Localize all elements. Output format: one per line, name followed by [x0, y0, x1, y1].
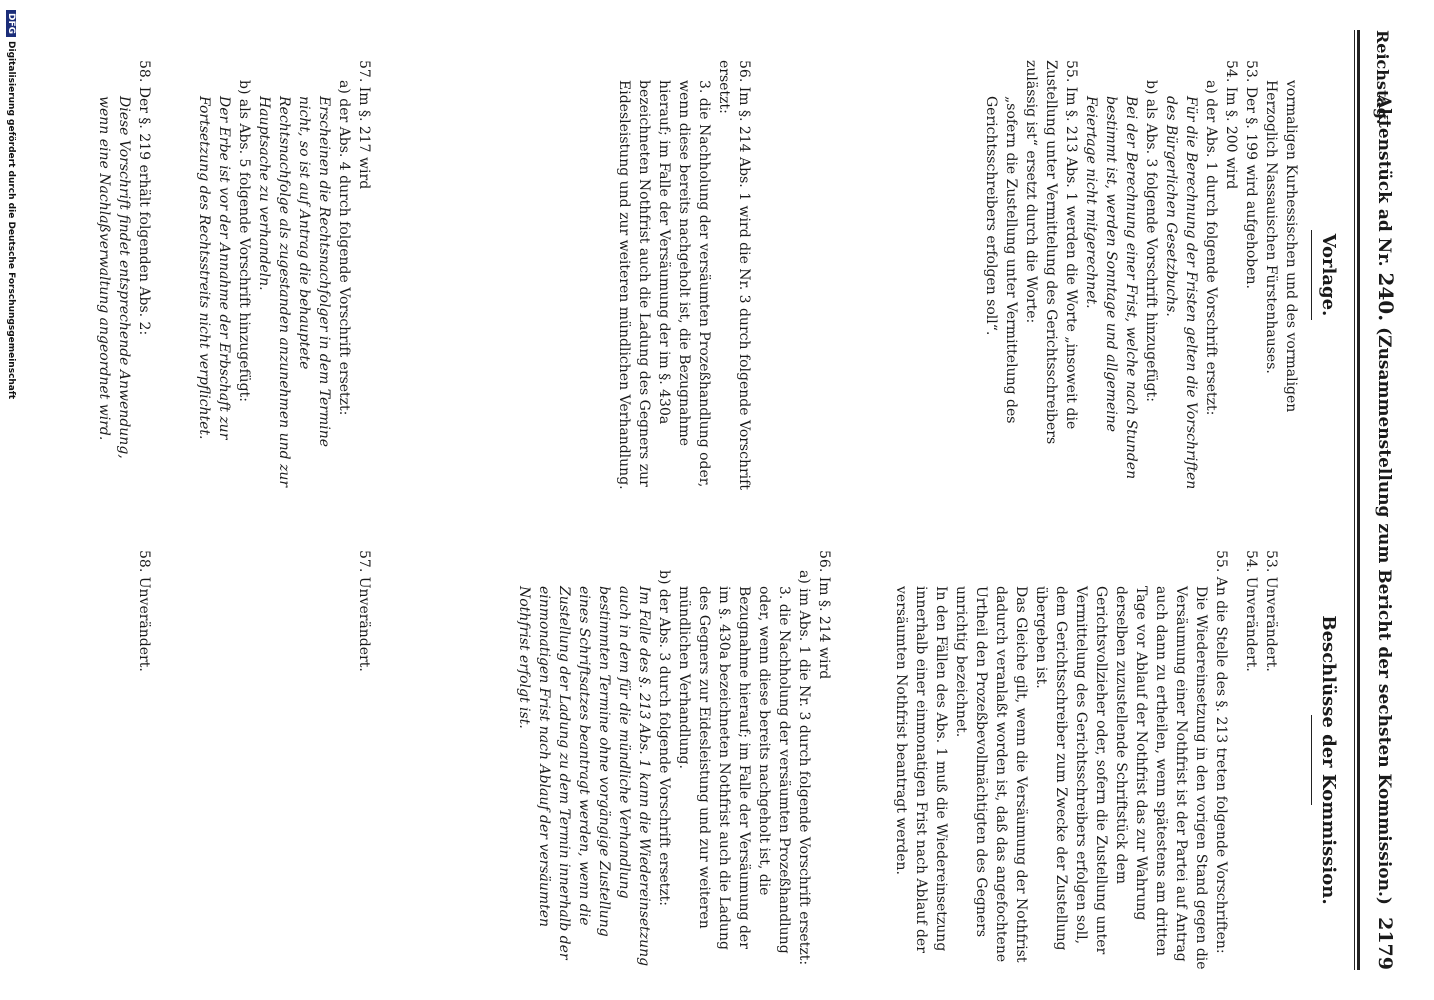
item-54a: a) der Abs. 1 durch folgende Vorschrift ersetzt:	[1203, 80, 1219, 416]
item-53: 53. Der §. 199 wird aufgehoben.	[1243, 60, 1259, 289]
header-rule-thin	[1354, 30, 1355, 970]
page-number: 2179	[1374, 917, 1396, 970]
item-57a: a) der Abs. 4 durch folgende Vorschrift ersetzt:	[336, 80, 352, 416]
item-54b: b) als Abs. 3 folgende Vorschrift hinzugefügt:	[1143, 80, 1159, 402]
header-title-post: (Zusammenstellung zum Bericht der sechsten Kommission.)	[1374, 327, 1394, 905]
item-57a-quote: Erscheinen die Rechtsnachfolger in dem Termine nicht, so ist auf Antrag die behauptete Rechtsnachfolge als zugestanden anzunehmen und zur Hauptsache zu verhandeln.	[256, 96, 332, 488]
header-title	[1374, 30, 1398, 970]
r-item-56b: b) der Abs. 3 durch folgende Vorschrift ersetzt:	[656, 570, 672, 907]
digitization-note	[6, 10, 16, 1000]
header-left: Reichstag.	[1373, 30, 1392, 125]
column-beschluesse	[891, 550, 1338, 970]
dfg-logo: DFG	[6, 10, 16, 37]
item-56-3: 3. die Nachholung der versäumten Prozeßhandlung oder, wenn diese bereits nachgeholt ist, die Bezugnahme hierauf; im Falle der Versäumung der im §. 430a bezeichneten Nothfrist auch die Ladung des Gegners zur Eidesleistung und zur weiteren mündlichen Verhandlung.	[616, 80, 712, 490]
heading-beschluesse-text: Beschlüsse der Kommission.	[1318, 615, 1339, 905]
column-vorlage-56	[614, 60, 754, 490]
heading-vorlage	[1311, 60, 1338, 490]
item-58-quote: Diese Vorschrift findet entsprechende Anwendung, wenn eine Nachlaßverwaltung angeordnet wird.	[96, 96, 132, 459]
r-item-56b-quote: Im Falle des §. 213 Abs. 1 kann die Wiedereinsetzung auch in dem für die mündliche Verhandlung bestimmten Termine ohne vorgängige Zustellung eines Schriftsatzes beantragt werden, wenn die Zustellung der Ladung zu dem Termin innerhalb der einmonatigen Frist nach Ablauf der versäumten Nothfrist erfolgt ist.	[516, 586, 652, 967]
column-beschluesse-57	[354, 550, 374, 970]
r-item-53: 53. Unverändert.	[1263, 550, 1279, 672]
r-item-55-p2: Das Gleiche gilt, wenn die Versäumung der Nothfrist dadurch veranlaßt worden ist, daß das angefochtene Urtheil den Prozeßbevollmächtigten des Gegners unrichtig bezeichnet.	[953, 586, 1029, 963]
header-title-number: 240.	[1374, 272, 1398, 322]
column-beschluesse-56	[514, 550, 834, 970]
item-57: 57. Im §. 217 wird	[356, 60, 372, 190]
heading-vorlage-text: Vorlage.	[1318, 233, 1339, 317]
r-item-54: 54. Unverändert.	[1243, 550, 1259, 672]
page-header	[1368, 30, 1398, 970]
item-54a-quote: Für die Berechnung der Fristen gelten die Vorschriften des Bürgerlichen Gesetzbuchs.	[1163, 96, 1199, 490]
item-57b: b) als Abs. 5 folgende Vorschrift hinzugefügt:	[236, 80, 252, 402]
item-54b-quote: Bei der Berechnung einer Frist, welche nach Stunden bestimmt ist, werden Sonntage und allgemeine Feiertage nicht mitgerechnet.	[1083, 96, 1139, 480]
column-beschluesse-58	[134, 550, 154, 970]
item-55-quote: „sofern die Zustellung unter Vermittelung des Gerichtsschreibers erfolgen soll“.	[983, 96, 1019, 424]
r-item-55: 55. An die Stelle des §. 213 treten folgende Vorschriften:	[1213, 550, 1229, 954]
digitization-note-text: Digitalisierung gefördert durch die Deutsche Forschungsgemeinschaft	[6, 41, 16, 400]
r-item-55-p3: In den Fällen des Abs. 1 muß die Wiedereinsetzung innerhalb einer einmonatigen Frist nach Ablauf der versäumten Nothfrist beantragt werden.	[893, 586, 949, 953]
continued-text: vormaligen Kurhessischen und des vormaligen Herzoglich Nassauischen Fürstenhauses.	[1263, 80, 1299, 413]
column-vorlage-57	[194, 60, 374, 490]
item-56: 56. Im §. 214 Abs. 1 wird die Nr. 3 durch folgende Vorschrift ersetzt:	[716, 60, 752, 490]
item-57b-quote: Der Erbe ist vor der Annahme der Erbschaft zur Fortsetzung des Rechtsstreits nicht verpflichtet.	[196, 96, 232, 440]
heading-underline	[1311, 230, 1312, 320]
heading-underline	[1311, 715, 1312, 805]
column-vorlage	[981, 60, 1338, 490]
item-58: 58. Der §. 219 erhält folgenden Abs. 2:	[136, 60, 152, 336]
r-item-55-p1: Die Wiedereinsetzung in den vorigen Stand gegen die Versäumung einer Nothfrist ist der Partei auf Antrag auch dann zu ertheilen, wenn spätestens am dritten Tage vor Ablauf der Nothfrist das zur Wahrung derselben zuzustellende Schriftstück dem Gerichtsvollzieher oder, sofern die Zustellung unter Vermittelung des Gerichtsschreibers erfolgen soll, dem Gerichtsschreiber zum Zwecke der Zustellung übergeben ist.	[1033, 586, 1209, 970]
r-item-56a: a) im Abs. 1 die Nr. 3 durch folgende Vorschrift ersetzt:	[796, 570, 812, 966]
header-rule	[1357, 30, 1360, 970]
item-54: 54. Im §. 200 wird	[1223, 60, 1239, 190]
header-title-pre: Aktenstück ad Nr.	[1374, 95, 1394, 267]
r-item-56a-3: 3. die Nachholung der versäumten Prozeßhandlung oder, wenn diese bereits nachgeholt ist, die Bezugnahme hierauf; im Falle der Versäumung der im §. 430a bezeichneten Nothfrist auch die Ladung des Gegners zur Eidesleistung und zur weiteren mündlichen Verhandlung.	[676, 586, 792, 954]
r-item-57: 57. Unverändert.	[356, 550, 372, 672]
r-item-58: 58. Unverändert.	[136, 550, 152, 672]
heading-beschluesse	[1311, 550, 1338, 970]
r-item-56: 56. Im §. 214 wird	[816, 550, 832, 680]
item-55: 55. Im §. 213 Abs. 1 werden die Worte „insoweit die Zustellung unter Vermittelung des Gerichtsschreibers zulässig ist“ ersetzt durch die Worte:	[1023, 60, 1079, 445]
column-vorlage-58	[94, 60, 154, 490]
